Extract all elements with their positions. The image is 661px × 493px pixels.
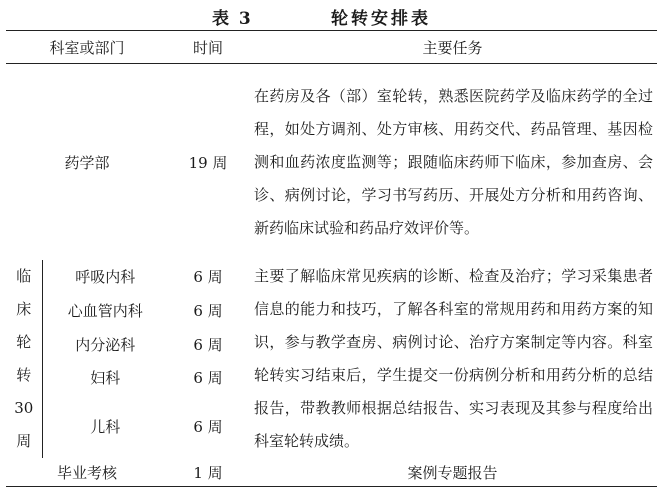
rotation-schedule-table — [6, 30, 657, 487]
clinical-dept: 妇科 — [90, 369, 121, 388]
clinical-label-char: 30 — [14, 399, 34, 417]
clinical-label-char: 床 — [16, 300, 32, 318]
clinical-time: 6 周 — [193, 268, 223, 287]
table-row-pharmacy — [6, 64, 657, 261]
clinical-rotation-label — [6, 260, 42, 458]
clinical-dept: 呼吸内科 — [75, 268, 136, 287]
clinical-dept: 内分泌科 — [75, 335, 136, 354]
table-number: 表 3 — [212, 9, 253, 29]
clinical-task: 主要了解临床常见疾病的诊断、检查及治疗；学习采集患者信息的能力和技巧，了解各科室的常规用药和用药方案的知识，参与教学查房、病例讨论、治疗方案制定等内容。科室轮转实习结束后，学生提交一份病例分析和用药分析的总结报告，带教教师根据总结报告、实习表现及其参与程度给出科室轮转成绩。 — [254, 267, 654, 450]
header-time: 时间 — [168, 31, 248, 64]
clinical-dept: 心血管内科 — [67, 302, 143, 320]
pharmacy-task: 在药房及各（部）室轮转，熟悉医院药学及临床药学的全过程，如处方调剂、处方审核、用药交代、药品管理、基因检测和血药浓度监测等；跟随临床药师下临床，参加查房、会诊、病例讨论，学习书写药历、开展处方分析和用药咨询、新药临床试验和药品疗效评价等。 — [254, 86, 654, 237]
header-task: 主要任务 — [248, 31, 657, 64]
header-department: 科室或部门 — [6, 31, 168, 64]
pharmacy-dept: 药学部 — [64, 153, 110, 172]
clinical-time: 6 周 — [193, 417, 223, 436]
table-row-clinical — [6, 260, 657, 294]
clinical-label-char: 轮 — [16, 333, 32, 351]
graduation-task: 案例专题报告 — [248, 458, 657, 487]
clinical-label-char: 临 — [16, 267, 32, 285]
table-title — [0, 2, 661, 30]
clinical-time: 6 周 — [193, 302, 223, 320]
table-title-text: 轮转安排表 — [331, 9, 431, 29]
clinical-time: 6 周 — [193, 369, 223, 388]
table-row-graduation — [6, 458, 657, 487]
clinical-label-char: 周 — [16, 432, 32, 450]
clinical-dept: 儿科 — [90, 417, 121, 436]
graduation-dept: 毕业考核 — [6, 458, 168, 487]
clinical-label-char: 转 — [16, 366, 32, 384]
graduation-time: 1 周 — [168, 458, 248, 487]
pharmacy-time: 19 周 — [188, 153, 228, 172]
clinical-time: 6 周 — [193, 335, 223, 354]
header-row — [6, 31, 657, 64]
